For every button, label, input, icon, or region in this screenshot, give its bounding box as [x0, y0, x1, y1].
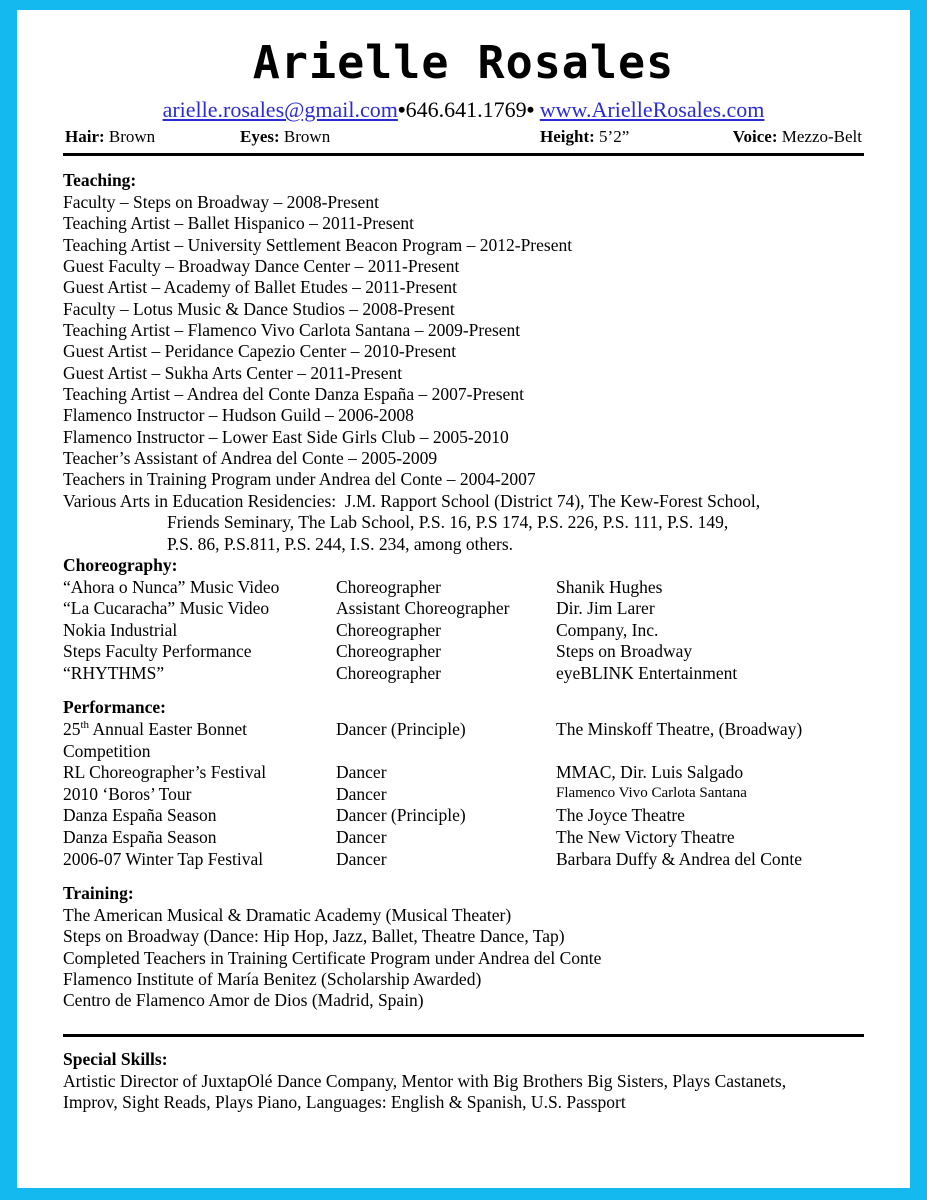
teaching-line: Teacher’s Assistant of Andrea del Conte – 2005-2009 — [63, 448, 438, 469]
teaching-line: Faculty – Lotus Music & Dance Studios – 2008-Present — [63, 298, 455, 319]
training-line: Flamenco Institute of María Benitez (Scholarship Awarded) — [63, 969, 482, 990]
performance-company: The Joyce Theatre — [556, 805, 685, 826]
teaching-line: Teaching Artist – Ballet Hispanico – 2011-Present — [63, 213, 414, 234]
teaching-line: Guest Faculty – Broadway Dance Center – 2011-Present — [63, 256, 460, 277]
table-row — [63, 598, 864, 620]
performance-company: Barbara Duffy & Andrea del Conte — [556, 848, 803, 869]
stat-hair-label: Hair: — [65, 127, 105, 146]
performance-role: Dancer — [336, 783, 387, 804]
teaching-line: Teaching Artist – Andrea del Conte Danza España – 2007-Present — [63, 384, 524, 405]
table-row — [63, 784, 864, 806]
teaching-line: Teaching Artist – Flamenco Vivo Carlota Santana – 2009-Present — [63, 320, 521, 341]
performance-project: 2010 ‘Boros’ Tour — [63, 783, 192, 804]
section-title-training: Training: — [63, 883, 134, 904]
performance-project: Danza España Season — [63, 805, 217, 826]
performance-company: MMAC, Dir. Luis Salgado — [556, 762, 744, 783]
stat-eyes-value: Brown — [283, 127, 331, 146]
teaching-line: Teaching Artist – University Settlement Beacon Program – 2012-Present — [63, 234, 573, 255]
choreography-role: Choreographer — [336, 576, 441, 597]
performance-company: Flamenco Vivo Carlota Santana — [556, 784, 747, 801]
website-link[interactable]: www.ArielleRosales.com — [539, 97, 765, 122]
section-title-teaching: Teaching: — [63, 170, 137, 190]
section-title-special-skills: Special Skills: — [63, 1048, 168, 1069]
performance-project: RL Choreographer’s Festival — [63, 762, 267, 783]
performance-project-superscript: th — [80, 719, 90, 732]
resume-page — [17, 10, 910, 1188]
teaching-line: Guest Artist – Academy of Ballet Etudes – 2011-Present — [63, 277, 458, 298]
page-title: Arielle Rosales — [252, 36, 675, 89]
performance-project: Danza España Season — [63, 827, 217, 847]
email-link[interactable]: arielle.rosales@gmail.com — [162, 97, 398, 122]
spacer — [63, 684, 864, 697]
choreography-project: “La Cucaracha” Music Video — [63, 598, 270, 619]
performance-company: The New Victory Theatre — [556, 827, 735, 847]
section-performance — [63, 697, 864, 870]
section-training — [63, 883, 864, 1012]
teaching-line: Flamenco Instructor – Lower East Side Girls Club – 2005-2010 — [63, 426, 509, 447]
choreography-role: Choreographer — [336, 662, 441, 683]
section-special-skills — [63, 1049, 864, 1114]
teaching-residency-continuation: Friends Seminary, The Lab School, P.S. 16, P.S 174, P.S. 226, P.S. 111, P.S. 149, — [167, 512, 729, 533]
teaching-line: Guest Artist – Peridance Capezio Center – 2010-Present — [63, 341, 457, 362]
choreography-role: Choreographer — [336, 619, 441, 640]
choreography-project: Steps Faculty Performance — [63, 641, 252, 662]
teaching-line: Guest Artist – Sukha Arts Center – 2011-Present — [63, 362, 403, 383]
performance-role: Dancer — [336, 827, 387, 847]
training-line: Steps on Broadway (Dance: Hip Hop, Jazz, Ballet, Theatre Dance, Tap) — [63, 926, 565, 947]
table-row — [63, 577, 864, 599]
table-row — [63, 762, 864, 784]
choreography-role: Choreographer — [336, 641, 441, 662]
skills-line: Improv, Sight Reads, Plays Piano, Languages: English & Spanish, U.S. Passport — [63, 1092, 626, 1113]
table-row — [63, 719, 864, 762]
section-title-performance: Performance: — [63, 697, 166, 718]
choreography-project: “Ahora o Nunca” Music Video — [63, 576, 280, 597]
performance-project-rest: Annual Easter Bonnet Competition — [63, 719, 248, 761]
skills-line: Artistic Director of JuxtapOlé Dance Company, Mentor with Big Brothers Big Sisters, Plays Castanets, — [63, 1070, 787, 1091]
choreography-project: “RHYTHMS” — [63, 662, 165, 683]
stat-eyes-label: Eyes: — [240, 127, 280, 146]
training-line: Centro de Flamenco Amor de Dios (Madrid, Spain) — [63, 990, 424, 1011]
performance-role: Dancer (Principle) — [336, 805, 466, 826]
teaching-line: Teachers in Training Program under Andrea del Conte – 2004-2007 — [63, 469, 536, 490]
table-row — [63, 849, 864, 871]
training-line: Completed Teachers in Training Certificate Program under Andrea del Conte — [63, 947, 602, 968]
performance-project-prefix: 25 — [63, 719, 81, 740]
stat-voice-value: Mezzo-Belt — [781, 127, 862, 146]
choreography-role: Assistant Choreographer — [336, 598, 510, 619]
choreography-company: eyeBLINK Entertainment — [556, 662, 738, 683]
stat-hair-value: Brown — [108, 127, 156, 146]
spacer — [63, 870, 864, 883]
table-row — [63, 805, 864, 827]
performance-role: Dancer (Principle) — [336, 719, 466, 740]
section-choreography — [63, 555, 864, 685]
stat-voice-label: Voice: — [732, 127, 778, 146]
teaching-line: Faculty – Steps on Broadway – 2008-Present — [63, 192, 379, 212]
section-teaching — [63, 170, 864, 555]
teaching-line: Various Arts in Education Residencies: J.M. Rapport School (District 74), The Kew-Forest School, — [63, 490, 761, 511]
stat-height — [540, 127, 632, 147]
teaching-line: Flamenco Instructor – Hudson Guild – 2006-2008 — [63, 405, 414, 426]
training-line: The American Musical & Dramatic Academy (Musical Theater) — [63, 905, 512, 926]
choreography-company: Company, Inc. — [556, 619, 659, 640]
skills-divider — [63, 1034, 864, 1037]
choreography-company: Dir. Jim Larer — [556, 598, 655, 619]
performance-company: The Minskoff Theatre, (Broadway) — [556, 719, 803, 740]
choreography-company: Shanik Hughes — [556, 576, 663, 597]
teaching-residency-continuation: P.S. 86, P.S.811, P.S. 244, I.S. 234, among others. — [167, 533, 514, 554]
performance-role: Dancer — [336, 848, 387, 869]
choreography-project: Nokia Industrial — [63, 619, 178, 640]
header-divider — [63, 153, 864, 156]
phone-number: 646.641.1769 — [405, 97, 527, 122]
contact-separator-2: • — [526, 97, 535, 122]
performance-project: 2006-07 Winter Tap Festival — [63, 848, 264, 869]
contact-line — [63, 97, 864, 123]
stat-height-value: 5’2” — [599, 127, 630, 146]
physical-stats — [63, 127, 864, 147]
stat-hair — [65, 127, 240, 147]
table-row — [63, 620, 864, 642]
contact-separator-1: • — [397, 97, 406, 122]
stat-height-label: Height: — [540, 127, 595, 146]
table-row — [63, 827, 864, 849]
section-title-choreography: Choreography: — [63, 554, 178, 575]
stat-voice — [632, 127, 862, 147]
performance-role: Dancer — [336, 762, 387, 783]
resume-content — [17, 10, 910, 1113]
performance-project — [63, 719, 336, 762]
choreography-company: Steps on Broadway — [556, 641, 693, 662]
table-row — [63, 663, 864, 685]
stat-eyes — [240, 127, 540, 147]
table-row — [63, 641, 864, 663]
